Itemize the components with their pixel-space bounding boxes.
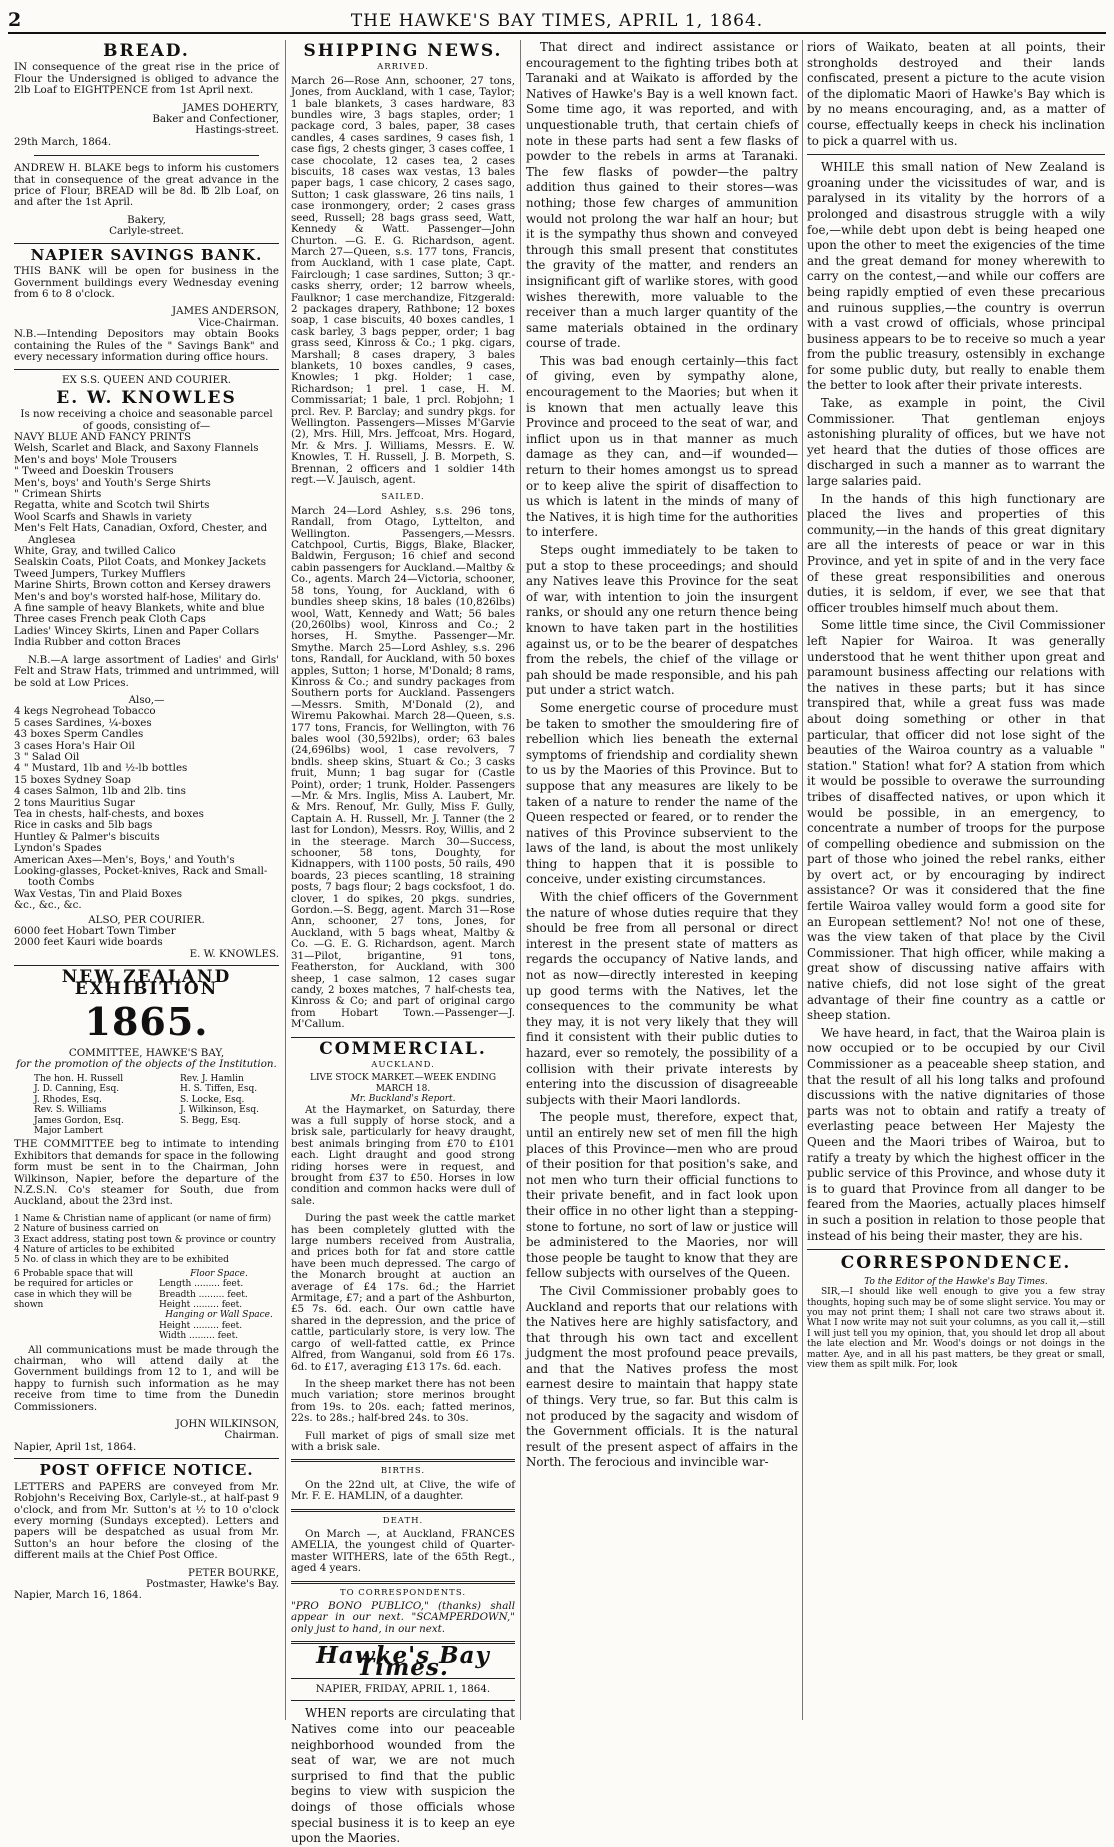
divider [291, 1581, 515, 1584]
form-line: 5 No. of class in which they are to be exhibited [14, 1255, 229, 1266]
commercial-heading: COMMERCIAL. [319, 1038, 487, 1059]
divider [291, 1037, 515, 1038]
leader-p4: Steps ought immediately to be taken to put a stop to these proceedings; and should any Natives leave this Province for the seat of war, with intention to join the insurgent ranks, or should any one return thence being known to have taken part in the hostilities against us, or to be the bearer of despatches from the rebels, the chief of the village or pah should be made responsible, and his pah put under a strict watch. [526, 543, 798, 698]
death-heading: DEATH. [382, 1515, 424, 1526]
form-line: 3 Exact address, stating post town & province or country [14, 1234, 276, 1245]
floor-dims [159, 1279, 279, 1310]
savings-notice: THIS BANK will be open for business in the Government buildings every Wednesday evening from 6 to 8 o'clock. [14, 265, 279, 300]
goods-item: 4 kegs Negrohead Tobacco [14, 705, 156, 718]
bread-street: Hastings-street. [195, 124, 279, 137]
leader-c4p5: Some little time since, the Civil Commissioner left Napier for Wairoa. It was generally understood that he went thither upon great and paramount business affecting our relations with the natives in these parts; but it has since transpired that, while a great fuss was made about doing something or other in that particular, that officer did not lose sight of the beauties of the Wairoa country as a valuable " station." Station! what for? A station from which it would be possible to overawe the surrounding tribes of disaffected natives, or upon which it would be possible, in an emergency, to concentrate a number of troops for the purpose of compelling obedience and submission on the part of those who joined the rebel ranks, either by overt act, or by encouraging by indirect assistance? Or was it considered that the fine fertile Wairoa valley would form a good site for an European settlement? No! not one of these, was the view taken of that place by the Civil Commissioner. That high officer, while making a great show of discussing native affairs with native chiefs, did not lose sight of the great advantage of their fine country as a cattle or sheep station. [807, 618, 1105, 1023]
committee-right [180, 1074, 259, 1136]
column-3 [526, 40, 798, 1720]
death-body: On March —, at Auckland, FRANCES AMELIA, the youngest child of Quarter-master WITHERS, late of the 65th Regt., aged 4 years. [291, 1527, 515, 1575]
post-signature: PETER BOURKE, [188, 1566, 279, 1579]
page-number: 2 [8, 9, 22, 31]
goods-item: 3 cases Hora's Hair Oil [14, 739, 135, 752]
knowles-heading: E. W. KNOWLES [56, 387, 237, 408]
knowles-also-list [14, 706, 279, 911]
floor-space: Floor Space. [190, 1268, 248, 1279]
knowles-nb: N.B.—A large assortment of Ladies' and Girls' Felt and Straw Hats, trimmed and untrimmed, will be sold at Low Prices. [14, 653, 279, 689]
knowles-also-per: ALSO, PER COURIER. [88, 913, 205, 926]
q6-text: 6 Probable space that will be required for articles or case in which they will be shown [14, 1268, 133, 1310]
exhibition-committee: COMMITTEE, HAWKE'S BAY, [68, 1047, 225, 1060]
divider [14, 243, 279, 244]
exhibition-body: THE COMMITTEE beg to intimate to intending Exhibitors that demands for space in the following form must be sent in to the Chairman, John Wilkinson, Napier, before the departure of the N.Z.S.N. Co's steamer for South, due from Auckland, about the 23rd inst. [14, 1138, 279, 1208]
knowles-signature: E. W. KNOWLES. [189, 947, 279, 960]
exhibition-date: Napier, April 1st, 1864. [14, 1440, 137, 1453]
form-line: 4 Nature of articles to be exhibited [14, 1244, 175, 1255]
divider [291, 1509, 515, 1512]
post-heading: POST OFFICE NOTICE. [39, 1461, 254, 1480]
post-date: Napier, March 16, 1864. [14, 1589, 142, 1602]
savings-heading: NAPIER SAVINGS BANK. [30, 245, 263, 264]
exhibition-year: 1865. [84, 999, 209, 1045]
timber-item: 2000 feet Kauri wide boards [14, 936, 163, 949]
committee-member: Rev. J. Hamlin [180, 1073, 244, 1084]
divider [807, 1249, 1105, 1250]
knowles-timber-list [14, 926, 279, 949]
goods-item: 2 tons Mauritius Sugar [14, 796, 135, 809]
leader-p6: With the chief officers of the Government the nature of whose duties require that they should be free from all personal or direct interest in the present state of matters as regards the occupancy of Native lands, and not as now—directly interested in keeping up good terms with the Natives, let the consequences to the community be what they may, it is not very likely that they will find it consistent with their public duties to hazard, ever so remotely, the possibility of a collision with their private interests by entering into the discussion of disagreeable subjects with their Maori landlords. [526, 890, 798, 1107]
blake-bakery: Bakery, [127, 213, 166, 226]
nameplate-date: NAPIER, FRIDAY, APRIL 1, 1864. [315, 1683, 491, 1696]
leader-c4p1: riors of Waikato, beaten at all points, their strongholds destroyed and their lands confiscated, present a picture to the acute vision of the diplomatic Maori of Hawke's Bay which is by no means encouraging, and, as a matter of course, effectually keeps in check his inclination to pick a quarrel with us. [807, 40, 1105, 148]
divider [14, 369, 279, 370]
committee-member: The hon. H. Russell [34, 1073, 124, 1084]
commercial-market: LIVE STOCK MARKET.—WEEK ENDING MARCH 18. [309, 1073, 497, 1094]
post-role: Postmaster, Hawke's Bay. [146, 1577, 279, 1590]
dimension-line: Length ......... feet. [159, 1279, 244, 1290]
savings-signature: JAMES ANDERSON, [171, 305, 279, 318]
exhibition-form [14, 1214, 279, 1266]
divider [34, 155, 259, 156]
exhibition-purpose: for the promotion of the objects of the Institution. [16, 1058, 277, 1071]
exhibition-signature: JOHN WILKINSON, [175, 1418, 279, 1431]
correspondence-body: SIR,—I should like well enough to give you a few stray thoughts, hoping such may be of some slight service. You may or you may not print them; I shall not care two straws about it. What I now write may not suit your columns, as you call it,—still I will just tell you my opinion, that, you should let drop all about the late election and Mr. Wood's doings or not doings in the matter. Aye, and in all his past matters, be they great or small, view them as spilt milk. For, look [807, 1287, 1105, 1370]
goods-item: Sealskin Coats, Pilot Coats, and Monkey Jackets [14, 556, 267, 569]
nameplate: Hawke's Bay Times. [316, 1642, 490, 1681]
wall-dims [159, 1321, 279, 1342]
leader-c4p6: We have heard, in fact, that the Wairoa plain is now occupied or to be occupied by our Civil Commissioner as a peaceable sheep station, and that the result of all his long talks and profound discussions with the native dignitaries of those parts was not to obtain and ratify a treaty of everlasting peace between Her Majesty the Queen and the Maori tribes of Wairoa, but to ratify a treaty by which the highest officer in the public service of this Province, and whose duty it is to guard that Province from all danger to be feared from the Maories, actually places himself in such a position in relation to those people that instead of his being their master, they are his. [807, 1025, 1105, 1243]
committee-member: S. Begg, Esq. [180, 1115, 241, 1126]
correspondents-heading: TO CORRESPONDENTS. [339, 1587, 467, 1598]
committee-members [14, 1071, 279, 1139]
dimension-line: Width ......... feet. [159, 1331, 239, 1342]
space-form [14, 1269, 279, 1342]
goods-item: Tweed Jumpers, Turkey Mufflers [14, 567, 186, 580]
bread-notice: IN consequence of the great rise in the price of Flour the Undersigned is obliged to advance the 2lb Loaf to EIGHTPENCE from 1st April next. [14, 61, 279, 97]
committee-member: J. Wilkinson, Esq. [180, 1105, 259, 1116]
goods-item: 5 cases Sardines, ¼-boxes [14, 716, 152, 729]
goods-item: 4 " Mustard, 1lb and ½-lb bottles [14, 762, 188, 775]
timber-item: 6000 feet Hobart Town Timber [14, 925, 176, 938]
commercial-body-1: At the Haymarket, on Saturday, there was a full supply of horse stock, and a brisk sale, particularly for heavy draught, best animals bringing from £70 to £101 each. Light draught and good strong riding horses were in request, and brought from £37 to £50. Horses in low condition and common hacks were dull of sale. [291, 1103, 515, 1207]
goods-item: Huntley & Palmer's biscuits [14, 830, 160, 843]
goods-item: 15 boxes Sydney Soap [14, 773, 131, 786]
births-heading: BIRTHS. [380, 1466, 426, 1477]
committee-member: Major Lambert [34, 1125, 103, 1136]
goods-item: Looking-glasses, Pocket-knives, Rack and Small-tooth Combs [14, 865, 268, 889]
leader-p7: The people must, therefore, expect that, until an entirely new set of men fill the high places of this Province—men who are proud of their position for that position's sake, and not men who turn their official functions to their private benefit, and in fact look upon their office in no other light than a stepping-stone to fortune, no sort of law or justice will be administered to the Maories, nor will those people be taught to know that they are fellow subjects with ourselves of the Queen. [526, 1110, 798, 1281]
savings-role: Vice-Chairman. [198, 316, 279, 329]
goods-item: Welsh, Scarlet and Black, and Saxony Flannels [14, 442, 259, 455]
goods-item: Lyndon's Spades [14, 842, 102, 855]
divider [807, 154, 1105, 155]
goods-item: " Tweed and Doeskin Trousers [14, 465, 174, 478]
sailed-body: March 24—Lord Ashley, s.s. 296 tons, Randall, from Otago, Lyttelton, and Wellington. Passengers,—Messrs. Catchpool, Curtis, Biggs, Blake, Blacker, Baldwin, Ferguson; 16 chief and second cabin passengers for Auckland.—Maltby & Co., agents. March 24—Victoria, schooner, 58 tons, Young, for Auckland, with 6 bundles sheep skins, 18 bales (10,826lbs) wool, Watt, Kennedy and Watt; 56 bales (20,260lbs) wool, Kinross and Co.; 2 horses, H. Smythe. Passenger—Mr. Smythe. March 25—Lord Ashley, s.s. 296 tons, Randall, for Auckland, with 50 boxes apples, Sutton; 1 horse, M'Donald; 8 rams, Kinross & Co.; and sundry packages from Southern ports for Auckland. Passengers—Messrs. Smith, M'Donald (2), and Wiremu Pakowhai. March 28—Queen, s.s. 177 tons, Francis, for Wellington, with 76 bales wool (30,592lbs), order; 63 bales (24,696lbs) wool, 1 case revolvers, 7 bndls. sheep skins, Stuart & Co.; 3 casks fruit, Munn; 1 bag sugar for (Castle Point), order; 1 trunk, Holder. Passengers—Mr. & Mrs. Inglis, Miss A. Laubert, Mr. & Mrs. Renouf, Mr. Gully, Miss F. Gully, Captain A. H. Russell, Mr. J. Tanner (the 2 last for London), Messrs. Roy, Willis, and 2 in the steerage. March 30—Success, schooner, 58 tons, Doughty, for Kidnappers, with 1100 posts, 50 rails, 490 boards, 23 pieces scantling, 18 straining posts, 7 bags flour; 2 bags cocksfoot, 1 do. clover, 1 do spikes, 20 pkgs. sundries, Gordon.—S. Begg, agent. March 31—Rose Ann, schooner, 27 tons, Jones, for Auckland, with 5 bags wheat, Maltby & Co. —G. E. G. Richardson, agent. March 31—Pilot, brigantine, 91 tons, Featherston, for Auckland, with 300 sheep, 1 case salmon, 12 cases sugar candy, 2 boxes matches, 7 half-chests tea, Kinross & Co; and part of original cargo from Hobart Town.—Passenger—J. M'Callum. [291, 504, 516, 1031]
knowles-ex: EX S.S. QUEEN AND COURIER. [61, 374, 232, 387]
newspaper-title: THE HAWKE'S BAY TIMES, APRIL 1, 1864. [350, 11, 764, 31]
commercial-place: AUCKLAND. [371, 1059, 435, 1070]
dimension-line: Height ......... feet. [159, 1320, 243, 1331]
committee-member: J. D. Canning, Esq. [34, 1084, 120, 1095]
blake-street: Carlyle-street. [109, 225, 184, 238]
form-line: 2 Nature of business carried on [14, 1224, 159, 1235]
leader-c4p2: WHILE this small nation of New Zealand is groaning under the vicissitudes of war, and is paralysed in its vitality by the horrors of a prolonged and disastrous struggle with a wily foe,—while debt upon debt is being heaped one upon the other to meet the exigencies of the time and the great demand for money wherewith to carry on the contest,—and while our coffers are being rapidly emptied of even these precarious and ruinous supplies,—the country is overrun with a vast crowd of officials, whose principal business appears to be to receive so much a year from the public treasury, ostensibly in exchange for some public duty, but really to enable them the better to look after their private interests. [807, 160, 1105, 393]
committee-left [34, 1074, 124, 1136]
births-body: On the 22nd ult, at Clive, the wife of Mr. F. E. HAMLIN, of a daughter. [291, 1478, 515, 1503]
committee-member: H. S. Tiffen, Esq. [180, 1084, 258, 1095]
committee-member: James Gordon, Esq. [34, 1115, 124, 1126]
leader-c4p4: In the hands of this high functionary are placed the lives and properties of this community,—in the hands of this great dignitary are all the interests of peace or war in this Province, and yet in spite of and in the very face of these great responsibilities and onerous duties, it is seldom, if ever, we see that that officer troubles himself much about them. [807, 491, 1105, 615]
goods-item: NAVY BLUE AND FANCY PRINTS [14, 430, 192, 443]
goods-item: American Axes—Men's, Boys,' and Youth's [14, 853, 235, 866]
knowles-intro: Is now receiving a choice and seasonable parcel of goods, consisting of— [20, 408, 273, 432]
blake-notice: ANDREW H. BLAKE begs to inform his customers that in consequence of the great advance in the price of Flour, BREAD will be 8d. ℔ 2lb Loaf, on and after the 1st April. [14, 162, 279, 209]
leader-p8: The Civil Commissioner probably goes to Auckland and reports that our relations with the Natives here are highly satisfactory, and that through his own tact and excellent judgment the most profound peace prevails, and that the Natives profess the most earnest desire to maintain that happy state of things. Very true, so far. But this calm is not produced by the sagacity and wisdom of the Government officials. It is the natural result of the present aspect of affairs in the North. The ferocious and invincible war- [526, 1283, 798, 1470]
exhibition-heading: NEW ZEALAND EXHIBITION [61, 967, 232, 999]
knowles-goods-list [14, 432, 279, 649]
column-rule [285, 40, 286, 1720]
goods-item: Tea in chests, half-chests, and boxes [14, 807, 204, 820]
sailed-heading: SAILED. [381, 492, 425, 503]
commercial-body-3: In the sheep market there has not been much variation; store merinos brought from 19s. to 20s. each; fatted merinos, 22s. to 28s.; half-bred 24s. to 30s. [291, 1377, 515, 1425]
exhibition-role: Chairman. [224, 1429, 279, 1442]
wall-space: Hanging or Wall Space. [165, 1310, 273, 1321]
bread-heading: BREAD. [103, 41, 190, 61]
bread-signature: JAMES DOHERTY, [182, 101, 279, 114]
divider [14, 1458, 279, 1459]
committee-member: S. Locke, Esq. [180, 1094, 245, 1105]
goods-item: Three cases French peak Cloth Caps [14, 613, 206, 626]
leader-p3: This was bad enough certainly—this fact of giving, even by sympathy alone, encouragement to the Maories; but when it is known that men actually leave this Province and proceed to the seat of war, and inflict upon us in that manner as much damage as they can, and—if wounded—return to their homes amongst us to spread or to keep alive the spirit of disaffection to us which is latent in the minds of many of the Natives, it is high time for the authorities to interfere. [526, 353, 798, 540]
divider [291, 1459, 515, 1462]
committee-member: J. Rhodes, Esq. [34, 1094, 102, 1105]
correspondents-body: "PRO BONO PUBLICO," (thanks) shall appear in our next. "SCAMPERDOWN," only just to hand, in our next. [291, 1600, 515, 1635]
leader-c4p3: Take, as example in point, the Civil Commissioner. That gentleman enjoys astonishing plurality of offices, but we have not yet heard that the duties of those offices are discharged in such a manner as to warrant the large salaries paid. [807, 396, 1105, 489]
correspondence-heading: CORRESPONDENCE. [840, 1253, 1072, 1274]
goods-item: Men's and boy's worsted half-hose, Military do. [14, 590, 261, 603]
column-4 [807, 40, 1105, 1720]
goods-item: Men's Felt Hats, Canadian, Oxford, Chester, and Anglesea [14, 522, 268, 546]
column-rule [520, 40, 521, 1720]
goods-item: 43 boxes Sperm Candles [14, 728, 144, 741]
bread-date: 29th March, 1864. [14, 135, 112, 148]
goods-item: Wax Vestas, Tin and Plaid Boxes [14, 887, 183, 900]
form-line: 1 Name & Christian name of applicant (or name of firm) [14, 1213, 272, 1224]
post-body: LETTERS and PAPERS are conveyed from Mr. Robjohn's Receiving Box, Carlyle-st., at half-past 9 o'clock, and from Mr. Sutton's at ½ to 10 o'clock every morning (Sundays excepted). Letters and papers will be despatched as usual from Mr. Sutton's an hour before the closing of the different mails at the Chief Post Office. [14, 1480, 279, 1562]
committee-member: Rev. S. Williams [34, 1105, 107, 1116]
bread-trade: Baker and Confectioner, [152, 113, 279, 126]
goods-item: &c., &c., &c. [14, 899, 82, 912]
goods-item: 3 " Salad Oil [14, 750, 80, 763]
commercial-report: Mr. Buckland's Report. [350, 1094, 456, 1105]
masthead [8, 8, 1106, 34]
dimension-line: Breadth ......... feet. [159, 1289, 248, 1300]
dimension-line: Height ......... feet. [159, 1300, 243, 1310]
goods-item: " Crimean Shirts [14, 488, 102, 500]
column-2 [291, 40, 516, 1846]
divider [14, 965, 279, 966]
goods-item: A fine sample of heavy Blankets, white and blue [14, 602, 265, 615]
divider [291, 1700, 515, 1701]
commercial-body-4: Full market of pigs of small size met with a brisk sale. [291, 1429, 515, 1453]
savings-note: N.B.—Intending Depositors may obtain Books containing the Rules of the " Savings Bank" and every necessary information during office hours. [14, 328, 279, 363]
goods-item: White, Gray, and twilled Calico [14, 545, 176, 558]
goods-item: Men's, boys' and Youth's Serge Shirts [14, 476, 211, 489]
goods-item: Rice in casks and 5lb bags [14, 819, 153, 832]
goods-item: 4 cases Salmon, 1lb and 2lb. tins [14, 785, 186, 798]
arrived-heading: ARRIVED. [377, 62, 429, 73]
column-1 [14, 40, 279, 1720]
shipping-heading: SHIPPING NEWS. [303, 41, 503, 61]
knowles-also: Also,— [128, 693, 165, 706]
goods-item: Wool Scarfs and Shawls in variety [14, 510, 192, 523]
leader-p2: That direct and indirect assistance or encouragement to the fighting tribes both at Taranaki and at Waikato is afforded by the Natives of Hawke's Bay is a well known fact. Some time ago, it was reported, and with unquestionable truth, that certain chiefs of note in these parts had sent a few flasks of powder to the rebels in arms at Taranaki. The few flasks of powder—the paltry addition thus gained to their stores—was nothing; those few charges of ammunition would not prolong the war half an hour; but it is the sympathy thus shown and conveyed through this small present that constitutes the gravity of the matter, and renders an insignificant gift of warlike stores, with good wishes therewith, more valuable to the receiver than a much larger quantity of the same materials obtained in the ordinary course of trade. [526, 40, 798, 351]
column-rule [802, 40, 803, 1720]
exhibition-comms: All communications must be made through the chairman, who will attend daily at the Government buildings from 12 to 1, and will be happy to furnish such information as he may receive from time to time from the Dunedin Commissioners. [14, 1343, 279, 1413]
goods-item: Men's and boys' Mole Trousers [14, 453, 177, 466]
leader-p5: Some energetic course of procedure must be taken to smother the smouldering fire of rebellion which lies beneath the external symptoms of friendship and cordiality shewn to us by the Maories of this Province. But to suppose that any measures are likely to be taken of a nature to render the name of the Queen respected or feared, or to render the natives of this Province subservient to the laws of the land, is about the most unlikely thing to happen that it is possible to conceive, under existing circumstances. [526, 700, 798, 887]
goods-item: Regatta, white and Scotch twil Shirts [14, 499, 210, 512]
correspondence-to: To the Editor of the Hawke's Bay Times. [864, 1276, 1048, 1287]
commercial-body-2: During the past week the cattle market has been completely glutted with the large numbers received from Australia, and prices both for fat and store cattle have been much depressed. The cargo of the Monarch brought at auction an average of £4 17s. 6d.; the Harriet Armitage, £7; and a part of the Ashburton, £5 7s. 6d. each. Our own cattle have shared in the depression, and the price of cattle, particularly store, is very low. The cargo of well-fatted cattle, ex Prince Alfred, from Wanganui, sold from £6 17s. 6d. to £17, averaging £13 17s. 6d. each. [291, 1212, 515, 1373]
space-dimensions [159, 1269, 279, 1342]
goods-item: Marine Shirts, Brown cotton and Kersey drawers [14, 579, 271, 592]
leader-p1: WHEN reports are circulating that Natives come into our peaceable neighborhood wounded from the seat of war, we are not much surprised to find that the public begins to view with suspicion the doings of those officials whose special business it is to keep an eye upon the Maories. [291, 1706, 515, 1846]
goods-item: India Rubber and cotton Braces [14, 636, 181, 649]
goods-item: Ladies' Wincey Skirts, Linen and Paper Collars [14, 624, 259, 637]
arrived-body: March 26—Rose Ann, schooner, 27 tons, Jones, from Auckland, with 1 case, Taylor; 1 bale blankets, 3 cases hardware, 83 bundles wire, 3 bags staples, order; 1 package cord, 3 bales, paper, 38 cases candles, 4 cases sardines, 9 cases fish, 1 case figs, 2 chests ginger, 3 cases coffee, 1 case chocolate, 12 cases tea, 2 cases biscuits, 18 cases wax vestas, 13 bales paper bags, 1 case chicory, 2 cases sago, Sutton; 1 cask glassware, 26 tins nails, 1 case ironmongery, order; 2 cases grass seed, Russell; 28 bags grass seed, Watt, Kennedy & Watt. Passenger—John Churton. —G. E. G. Richardson, agent. March 27—Queen, s.s. 177 tons, Francis, from Auckland, with 1 case plate, Capt. Fairclough; 1 case sardines, Sutton; 3 qr.-casks sherry, order; 12 barrow wheels, Faulknor; 1 case merchandize, Fitzgerald: 2 packages drapery, Rathbone; 12 boxes soap, 1 case biscuits, 40 boxes candles, 1 cask barley, 3 bags pepper, order; 1 bag grass seed, Kinross & Co.; 1 pkg. cigars, Marshall; 8 cases drapery, 3 bales blankets, 10 boxes candles, 9 cases, Knowles; 1 pkg. Holder; 1 case, Richardson; 1 prel. 1 case, H. M. Commissariat; 1 bale, 1 prcl. Robjohn; 1 prcl. Rev. P. Barclay; and sundry pkgs. for Wellington. Passengers—Misses M'Garvie (2), Mrs. Hill, Mrs. Jeffcoat, Mrs. Hogard, Mr. & Mrs. J. Williams, Messrs. E. W. Knowles, T. H. Russell, J. B. Morpeth, S. Brennan, 2 officers and 1 soldier 14th regt.—V. Jauisch, agent. [291, 74, 515, 487]
